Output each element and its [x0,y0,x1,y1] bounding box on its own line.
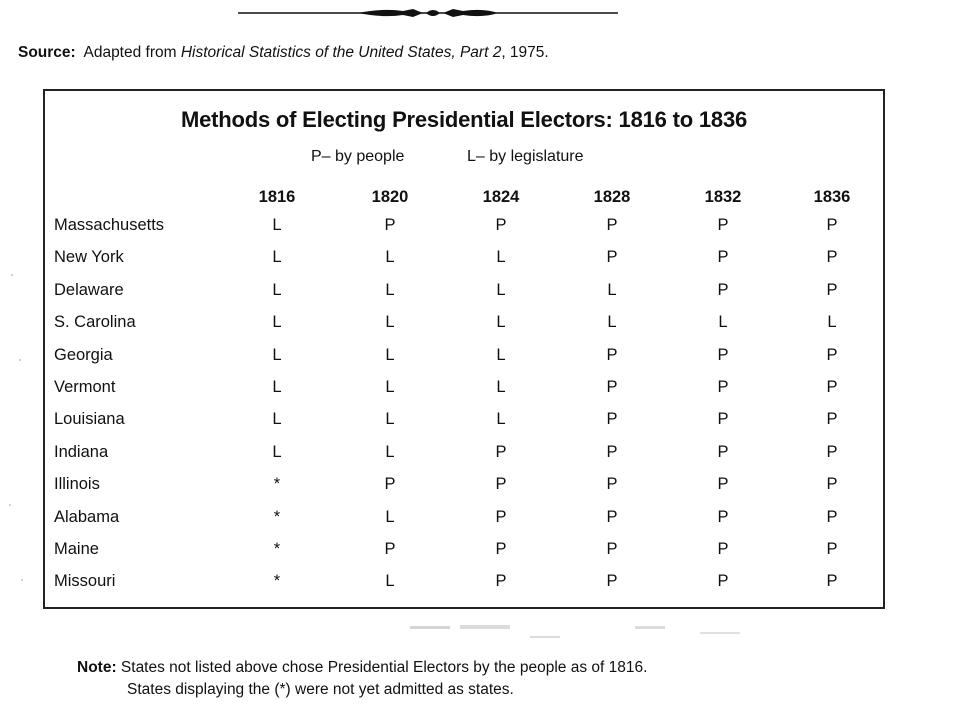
method-cell: P [606,540,618,558]
method-cell: L [385,410,395,429]
method-cell: P [717,507,729,526]
method-cell: L [272,216,282,234]
source-year: , 1975. [501,44,549,61]
method-cell: P [384,216,396,234]
method-cell: L [607,280,617,299]
method-cell: L [718,313,728,332]
method-cell: P [606,216,618,234]
method-cell: P [495,572,507,591]
state-name: Indiana [54,442,109,461]
method-cell: L [385,248,395,267]
legend-by-people: P– by people [311,148,405,165]
method-cell: * [273,507,281,526]
state-name: Illinois [54,475,100,494]
method-cell: P [606,378,618,396]
method-cell: L [385,280,395,299]
legend-by-legislature: L– by legislature [467,148,584,165]
table-row [45,443,883,473]
method-cell: P [384,540,396,558]
method-cell: P [717,475,729,494]
method-cell: L [385,313,395,332]
method-cell: P [717,540,729,558]
year-header-1820: 1820 [371,188,409,206]
table-row [45,313,883,343]
state-name: New York [54,248,124,267]
year-header-1828: 1828 [593,188,631,206]
year-header-1832: 1832 [704,188,742,206]
method-cell: L [827,313,837,332]
table-row [45,378,883,408]
table-row [45,281,883,311]
method-cell: P [495,475,507,494]
state-name: S. Carolina [54,313,136,332]
table-row [45,508,883,538]
note-block [77,657,647,701]
method-cell: P [606,572,618,591]
method-cell: P [717,378,729,396]
method-cell: P [826,248,838,267]
method-cell: L [496,378,506,396]
method-cell: P [606,345,618,364]
table-row [45,410,883,440]
method-cell: P [717,572,729,591]
table-row [45,540,883,570]
note-label: Note: [77,659,117,676]
method-cell: P [606,442,618,461]
method-cell: L [385,378,395,396]
method-cell: L [385,572,395,591]
year-header-1836: 1836 [813,188,851,206]
table-row [45,248,883,278]
method-cell: P [826,572,838,591]
method-cell: L [385,345,395,364]
method-cell: P [717,442,729,461]
source-label: Source: [18,44,76,61]
method-cell: P [384,475,396,494]
method-cell: L [496,345,506,364]
method-cell: P [606,507,618,526]
method-cell: P [826,475,838,494]
method-cell: P [717,410,729,429]
table-row [45,216,883,246]
year-header-1824: 1824 [482,188,520,206]
source-book-title: Historical Statistics of the United States, Part 2 [180,44,502,61]
method-cell: P [717,248,729,267]
method-cell: L [272,248,282,267]
state-name: Missouri [54,572,116,591]
note-line-2: States displaying the (*) were not yet admitted as states. [127,681,514,698]
state-name: Louisiana [54,410,125,429]
state-name: Georgia [54,345,113,364]
method-cell: L [272,442,282,461]
method-cell: L [607,313,617,332]
method-cell: P [495,216,507,234]
table-row [45,572,883,602]
method-cell: L [272,378,282,396]
method-cell: P [826,280,838,299]
table-row [45,346,883,376]
method-cell: L [272,280,282,299]
method-cell: P [717,280,729,299]
method-cell: * [273,572,281,591]
state-name: Maine [54,540,99,558]
method-cell: P [606,248,618,267]
method-cell: L [385,507,395,526]
method-cell: P [826,507,838,526]
method-cell: L [385,442,395,461]
method-cell: P [606,410,618,429]
table-row [45,475,883,505]
method-cell: L [496,313,506,332]
method-cell: L [496,410,506,429]
method-cell: P [717,345,729,364]
state-name: Vermont [54,378,116,396]
method-cell: P [826,345,838,364]
method-cell: L [496,280,506,299]
method-cell: L [496,248,506,267]
source-citation [18,44,549,62]
state-name: Massachusetts [54,216,165,234]
decorative-divider [238,4,618,22]
source-text: Adapted from [83,44,181,61]
method-cell: P [826,442,838,461]
year-header-1816: 1816 [258,188,296,206]
state-name: Delaware [54,280,124,299]
method-cell: P [606,475,618,494]
method-cell: L [272,410,282,429]
table-title: Methods of Electing Presidential Electors: 1816 to 1836 [180,107,748,132]
method-cell: L [272,313,282,332]
note-line-1: States not listed above chose Presidential Electors by the people as of 1816. [120,659,648,676]
method-cell: * [273,540,281,558]
method-cell: P [495,507,507,526]
method-cell: * [273,475,281,494]
electors-table-box [43,89,885,609]
method-cell: P [495,442,507,461]
method-cell: P [717,216,729,234]
method-cell: P [495,540,507,558]
method-cell: P [826,540,838,558]
state-name: Alabama [54,507,120,526]
method-cell: P [826,410,838,429]
method-cell: P [826,216,838,234]
method-cell: L [272,345,282,364]
method-cell: P [826,378,838,396]
